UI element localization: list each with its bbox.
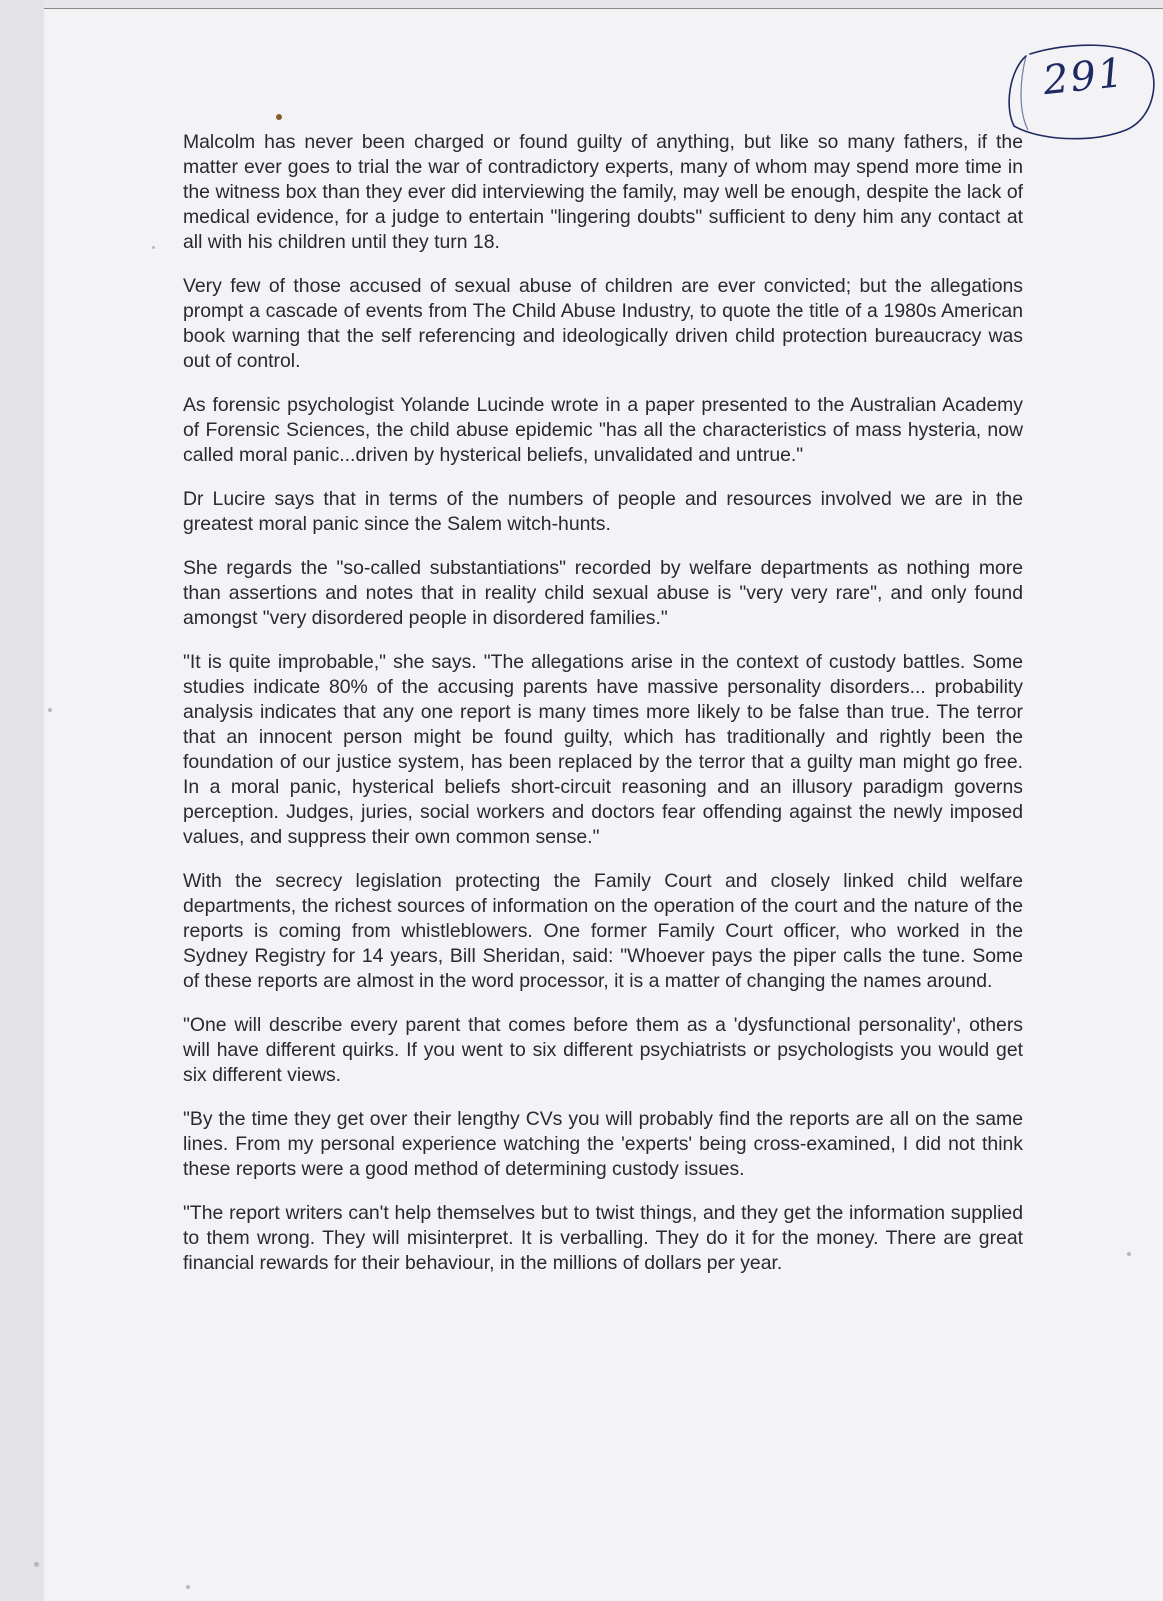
paragraph-1: Malcolm has never been charged or found guilty of anything, but like so many fathers, if the matter ever goes to trial the war of contradictory experts, many of whom may spend more time in the witness box than they ever did interviewing the family, may well be enough, despite the lack of medical evidence, for a judge to entertain "lingering doubts" sufficient to deny him any contact at all with his children until they turn 18. <box>183 131 1023 253</box>
paragraph-5: She regards the "so-called substantiations" recorded by welfare departments as nothing more than assertions and notes that in reality child sexual abuse is "very very rare", and only found amongst "very disordered people in disordered families." <box>183 557 1023 629</box>
scan-speck <box>186 1585 190 1589</box>
paragraph-10: "The report writers can't help themselves but to twist things, and they get the information supplied to them wrong. They will misinterpret. It is verballing. They do it for the money. There are great financial rewards for their behaviour, in the millions of dollars per year. <box>183 1202 1023 1274</box>
handwritten-page-number: 291 <box>1040 49 1128 105</box>
scan-speck <box>48 708 52 712</box>
paragraph-4: Dr Lucire says that in terms of the numbers of people and resources involved we are in the greatest moral panic since the Salem witch-hunts. <box>183 488 1023 535</box>
paragraph-8: "One will describe every parent that comes before them as a 'dysfunctional personality', others will have different quirks. If you went to six different psychiatrists or psychologists you would get six different views. <box>183 1014 1023 1086</box>
paragraph-7: With the secrecy legislation protecting the Family Court and closely linked child welfare departments, the richest sources of information on the operation of the court and the nature of the reports is coming from whistleblowers. One former Family Court officer, who worked in the Sydney Registry for 14 years, Bill Sheridan, said: "Whoever pays the piper calls the tune. Some of these reports are almost in the word processor, it is a matter of changing the names around. <box>183 870 1023 992</box>
ink-dot <box>276 114 282 120</box>
paragraph-2: Very few of those accused of sexual abuse of children are ever convicted; but the allegations prompt a cascade of events from The Child Abuse Industry, to quote the title of a 1980s American book warning that the self referencing and ideologically driven child protection bureaucracy was out of control. <box>183 275 1023 372</box>
scan-margin <box>0 0 44 1600</box>
paragraph-6: "It is quite improbable," she says. "The allegations arise in the context of custody battles. Some studies indicate 80% of the accusing parents have massive personality disorders... probability analysis indicates that any one report is many times more likely to be false than true. The terror that an innocent person might be found guilty, which has traditionally and rightly been the foundation of our justice system, has been replaced by the terror that a guilty man might go free. In a moral panic, hysterical beliefs short-circuit reasoning and an illusory paradigm governs perception. Judges, juries, social workers and doctors fear offending against the newly imposed values, and suppress their own common sense." <box>183 651 1023 848</box>
article-body <box>183 130 1023 1295</box>
scan-speck <box>1127 1252 1131 1256</box>
scan-speck <box>152 246 155 249</box>
paragraph-9: "By the time they get over their lengthy CVs you will probably find the reports are all on the same lines. From my personal experience watching the 'experts' being cross-examined, I did not think these reports were a good method of determining custody issues. <box>183 1108 1023 1180</box>
paragraph-3: As forensic psychologist Yolande Lucinde wrote in a paper presented to the Australian Academy of Forensic Sciences, the child abuse epidemic "has all the characteristics of mass hysteria, now called moral panic...driven by hysterical beliefs, unvalidated and untrue." <box>183 394 1023 466</box>
scan-speck <box>34 1562 39 1567</box>
